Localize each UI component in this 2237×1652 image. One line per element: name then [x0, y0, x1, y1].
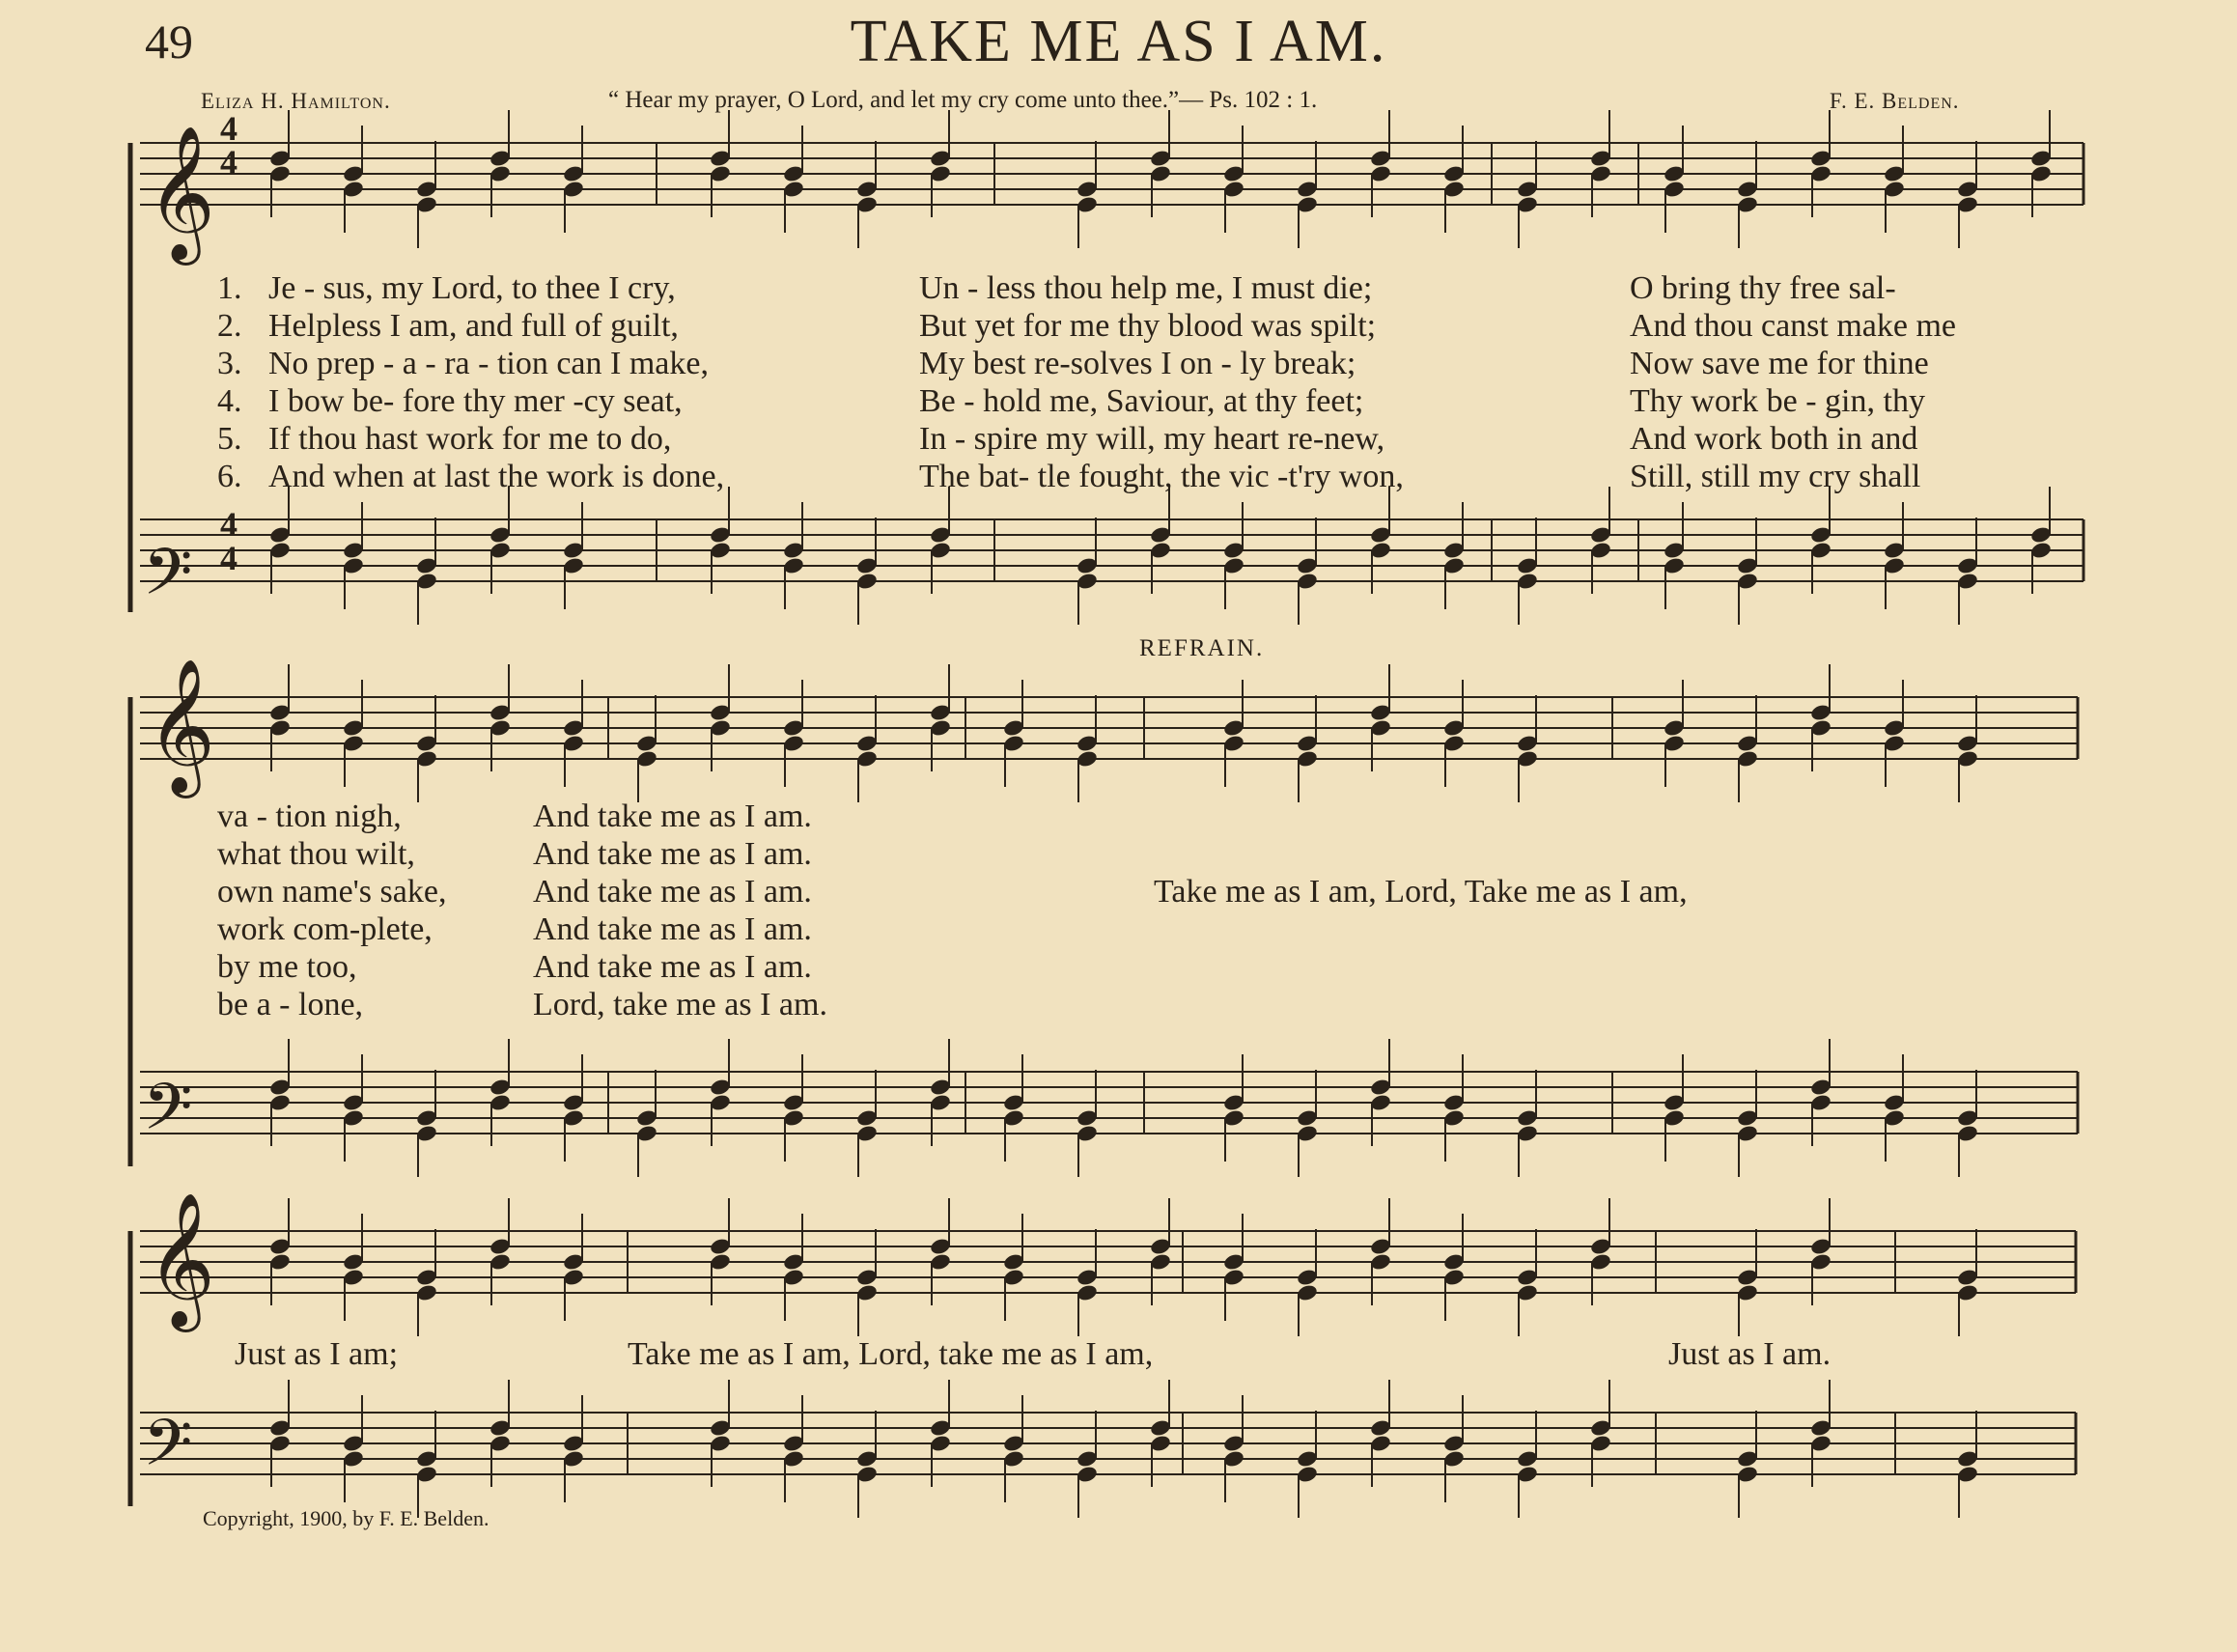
scripture-epigraph: “ Hear my prayer, O Lord, and let my cry come unto thee.”— Ps. 102 : 1.	[608, 87, 1318, 113]
verse-5-line-1a: If thou hast work for me to do,	[268, 421, 672, 457]
verse-2-number: 2.	[217, 308, 242, 344]
verse-6-line-1a: And when at last the work is done,	[268, 459, 725, 494]
verse-1-line-1a: Je - sus, my Lord, to thee I cry,	[268, 270, 676, 306]
refrain-line-1: Take me as I am, Lord, Take me as I am,	[1154, 874, 1688, 910]
verse-1-line-2b: And take me as I am.	[533, 798, 812, 834]
verse-5-line-1c: And work both in and	[1630, 421, 1918, 457]
treble-clef-3: 𝄞	[147, 1192, 215, 1327]
verse-2-line-1a: Helpless I am, and full of guilt,	[268, 308, 679, 344]
verse-3-line-2b: And take me as I am.	[533, 874, 812, 910]
verse-4-line-1a: I bow be- fore thy mer -cy seat,	[268, 383, 683, 419]
verse-3-number: 3.	[217, 346, 242, 381]
treble-clef-2: 𝄞	[147, 658, 215, 793]
verse-1-line-2a: va - tion nigh,	[217, 798, 402, 834]
verse-6-number: 6.	[217, 459, 242, 494]
verse-4-line-2b: And take me as I am.	[533, 911, 812, 947]
verse-5-line-1b: In - spire my will, my heart re-new,	[919, 421, 1385, 457]
verse-4-number: 4.	[217, 383, 242, 419]
verse-1-number: 1.	[217, 270, 242, 306]
bass-clef-1: 𝄢	[143, 535, 193, 625]
verse-2-line-1c: And thou canst make me	[1630, 308, 1957, 344]
verse-5-number: 5.	[217, 421, 242, 457]
verse-4-line-1c: Thy work be - gin, thy	[1630, 383, 1925, 419]
verse-3-line-1c: Now save me for thine	[1630, 346, 1929, 381]
refrain-label: REFRAIN.	[1139, 635, 1265, 661]
verse-5-line-2a: by me too,	[217, 949, 357, 985]
verse-6-line-2a: be a - lone,	[217, 987, 364, 1022]
treble-clef-1: 𝄞	[147, 126, 215, 260]
verse-2-line-2b: And take me as I am.	[533, 836, 812, 872]
page-number: 49	[145, 14, 193, 69]
verse-4-line-2a: work com-plete,	[217, 911, 433, 947]
bass-clef-2: 𝄢	[143, 1070, 193, 1160]
verse-3-line-1b: My best re-solves I on - ly break;	[919, 346, 1356, 381]
verse-1-line-1b: Un - less thou help me, I must die;	[919, 270, 1373, 306]
time-signature-top: 4	[220, 109, 238, 148]
hymn-title: TAKE ME AS I AM.	[850, 9, 1387, 74]
verse-6-line-1c: Still, still my cry shall	[1630, 459, 1921, 494]
verse-3-line-2a: own name's sake,	[217, 874, 447, 910]
verse-5-line-2b: And take me as I am.	[533, 949, 812, 985]
refrain-line-2c: Just as I am.	[1668, 1336, 1832, 1372]
bass-time-signature-bottom: 4	[220, 539, 238, 577]
verse-2-line-2a: what thou wilt,	[217, 836, 415, 872]
copyright-notice: Copyright, 1900, by F. E. Belden.	[203, 1506, 489, 1530]
verse-3-line-1a: No prep - a - ra - tion can I make,	[268, 346, 709, 381]
verse-2-line-1b: But yet for me thy blood was spilt;	[919, 308, 1377, 344]
verse-6-line-1b: The bat- tle fought, the vic -t'ry won,	[919, 459, 1404, 494]
verse-1-line-1c: O bring thy free sal-	[1630, 270, 1896, 306]
verse-6-line-2b: Lord, take me as I am.	[533, 987, 827, 1022]
verse-4-line-1b: Be - hold me, Saviour, at thy feet;	[919, 383, 1364, 419]
refrain-line-2b: Take me as I am, Lord, take me as I am,	[628, 1336, 1154, 1372]
refrain-line-2a: Just as I am;	[235, 1336, 399, 1372]
composer-credit: F. E. Belden.	[1830, 89, 1960, 113]
bass-clef-3: 𝄢	[143, 1406, 193, 1496]
bass-time-signature-top: 4	[220, 505, 238, 544]
time-signature-bottom: 4	[220, 143, 238, 182]
lyricist-credit: Eliza H. Hamilton.	[201, 89, 391, 113]
